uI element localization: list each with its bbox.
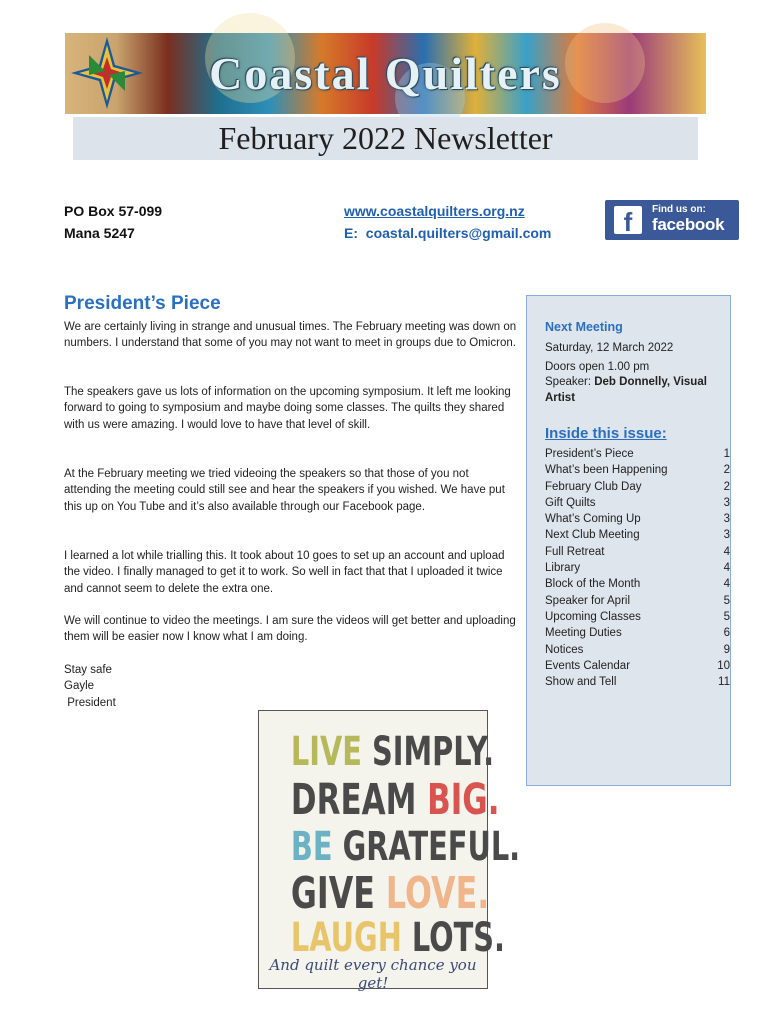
toc-title: Speaker for April [545, 594, 631, 607]
toc-item[interactable] [545, 642, 730, 658]
toc-title: February Club Day [545, 480, 642, 493]
toc-page-number: 1 [723, 448, 730, 460]
poster-line [290, 915, 505, 961]
facebook-find-text: Find us on: [652, 204, 706, 215]
website-link[interactable]: www.coastalquilters.org.nz [344, 203, 525, 219]
poster-script-line: And quilt every chance you get! [269, 956, 477, 992]
toc-item[interactable] [545, 576, 730, 592]
toc-page-number: 5 [723, 594, 730, 607]
toc-page-number: 3 [723, 496, 730, 509]
banner-title: Coastal Quilters [209, 48, 562, 99]
poster-word: BE [290, 824, 333, 870]
toc-title: Meeting Duties [545, 627, 622, 640]
table-of-contents [545, 446, 730, 690]
poster-word: GIVE [290, 868, 375, 919]
poster-word: SIMPLY. [371, 729, 495, 775]
toc-item[interactable] [545, 674, 730, 690]
toc-item[interactable] [545, 593, 730, 609]
newsletter-title: February 2022 Newsletter [218, 120, 553, 156]
doors-open: Doors open 1.00 pm [545, 361, 650, 373]
toc-title: Upcoming Classes [545, 610, 641, 623]
toc-title: President’s Piece [545, 448, 634, 460]
toc-item[interactable] [545, 625, 730, 641]
article-paragraph: We are certainly living in strange and unusual times. The February meeting was down on numbers. I understand that some of you may not want to meet in groups due to Omicron. [64, 321, 517, 350]
toc-title: Notices [545, 643, 584, 656]
author-name: Gayle [64, 680, 95, 692]
toc-page-number: 4 [723, 545, 730, 558]
toc-title: Gift Quilts [545, 496, 596, 509]
toc-item[interactable] [545, 560, 730, 576]
email-label: E: [344, 225, 358, 241]
facebook-badge[interactable] [605, 200, 739, 240]
facebook-wordmark: facebook [652, 215, 725, 234]
toc-page-number: 10 [717, 659, 730, 672]
toc-page-number: 4 [723, 578, 730, 591]
toc-title: Show and Tell [545, 676, 617, 689]
toc-title: Events Calendar [545, 659, 631, 672]
toc-title: Block of the Month [545, 578, 641, 591]
toc-item[interactable] [545, 446, 730, 462]
toc-item[interactable] [545, 462, 730, 478]
toc-page-number: 6 [723, 627, 730, 640]
banner [65, 33, 706, 114]
email-link[interactable]: coastal.quilters@gmail.com [365, 225, 552, 241]
speaker-label: Speaker: [545, 376, 592, 388]
toc-item[interactable] [545, 527, 730, 543]
poster-line [290, 775, 500, 825]
toc-item[interactable] [545, 479, 730, 495]
inside-issue-heading: Inside this issue: [545, 425, 667, 442]
facebook-icon: f [614, 206, 642, 234]
sidebar-box [526, 295, 731, 786]
article-paragraph: I learned a lot while trialling this. It took about 10 goes to set up an account and upload the video. I finally managed to get it to work. So well in fact that that I uploaded it twice and cannot seem to delete the extra one. [64, 550, 505, 595]
toc-page-number: 3 [723, 513, 730, 526]
toc-title: What’s been Happening [545, 464, 668, 477]
speaker-line [545, 375, 730, 406]
meeting-date: Saturday, 12 March 2022 [545, 342, 674, 354]
article-paragraph: At the February meeting we tried videoing the speakers so that those of you not attending the meeting could still see and hear the speakers if you wished. We have put this up on You Tube and it’s also available through our Facebook page. [64, 468, 505, 513]
author-role: President [64, 697, 116, 709]
poster-line [290, 729, 495, 775]
poster-word: LOVE. [385, 868, 490, 919]
email-line [344, 225, 551, 241]
po-box: PO Box 57-099 [64, 203, 163, 219]
toc-page-number: 2 [723, 480, 730, 493]
toc-page-number: 11 [718, 676, 730, 689]
toc-item[interactable] [545, 511, 730, 527]
toc-page-number: 3 [723, 529, 730, 542]
speaker-name: Deb Donnelly, Visual Artist [545, 376, 707, 404]
toc-page-number: 9 [723, 643, 730, 656]
article-paragraph: We will continue to video the meetings. I am sure the videos will get better and uploading them will be easier now I know what I am doing. [64, 615, 516, 644]
toc-item[interactable] [545, 544, 730, 560]
city-postcode: Mana 5247 [64, 225, 135, 241]
next-meeting-label: Next Meeting [545, 320, 623, 334]
toc-title: Next Club Meeting [545, 529, 640, 542]
toc-title: What’s Coming Up [545, 513, 641, 526]
poster-word: GRATEFUL. [342, 824, 521, 870]
poster-word: LAUGH [290, 915, 402, 961]
inspiration-poster [258, 710, 521, 992]
poster-line [290, 824, 521, 870]
toc-item[interactable] [545, 495, 730, 511]
presidents-piece-heading: President’s Piece [64, 293, 221, 314]
toc-title: Library [545, 562, 581, 575]
toc-item[interactable] [545, 658, 730, 674]
poster-word: BIG. [427, 775, 500, 825]
toc-page-number: 5 [723, 610, 730, 623]
signoff: Stay safe [64, 664, 112, 676]
article-paragraph: The speakers gave us lots of information on the upcoming symposium. It left me looking forward to going to symposium and maybe doing some classes. The quilts they shared with us were amazing. I would love to have that level of skill. [64, 386, 511, 431]
poster-word: DREAM [290, 775, 417, 825]
newsletter-title-bar [73, 117, 698, 160]
poster-word: LIVE [290, 729, 362, 775]
poster-line [290, 868, 490, 919]
toc-page-number: 2 [723, 464, 730, 477]
poster-word: LOTS. [411, 915, 505, 961]
toc-page-number: 4 [723, 562, 730, 575]
toc-title: Full Retreat [545, 545, 605, 558]
toc-item[interactable] [545, 609, 730, 625]
